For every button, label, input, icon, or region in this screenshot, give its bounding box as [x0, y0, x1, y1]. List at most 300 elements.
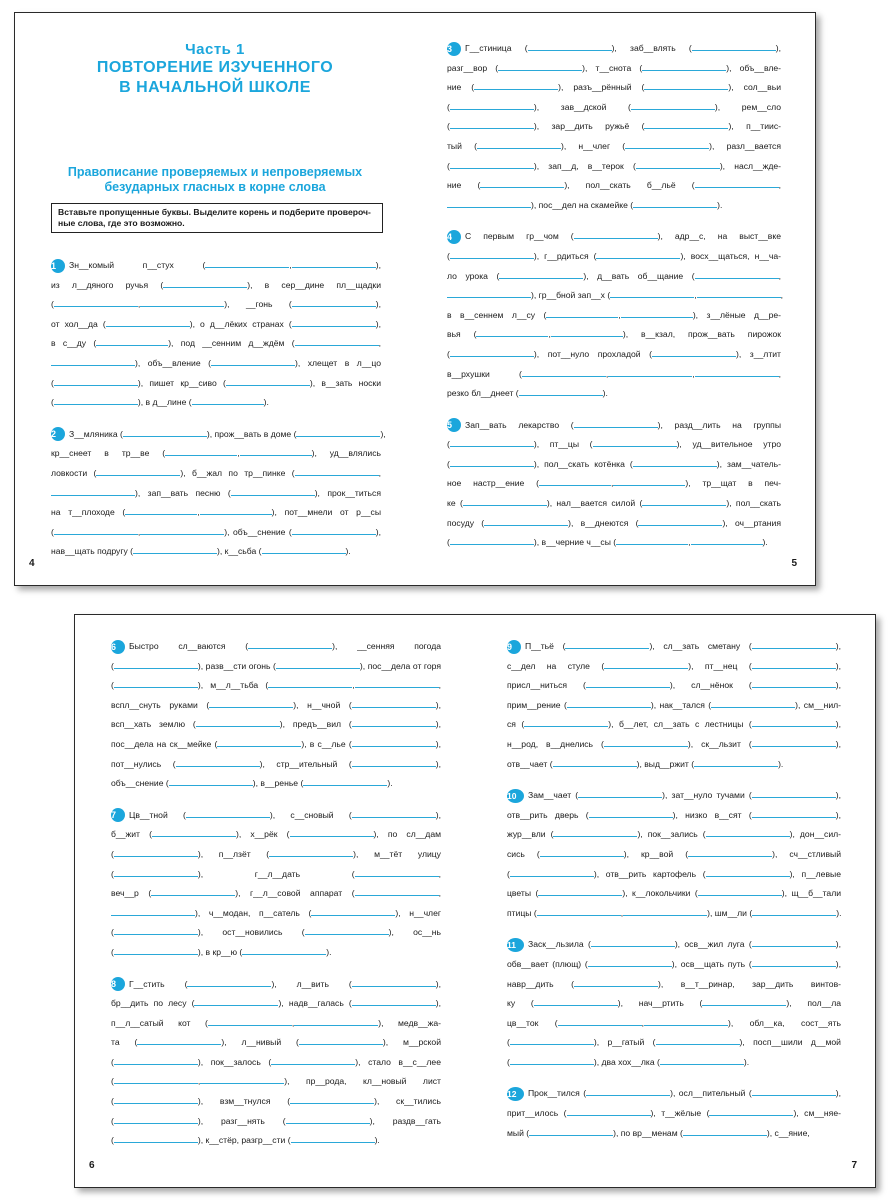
answer-blank[interactable]	[123, 428, 207, 437]
answer-blank[interactable]	[620, 907, 707, 918]
answer-blank[interactable]	[192, 396, 264, 405]
answer-blank[interactable]	[752, 809, 836, 818]
answer-blank[interactable]	[137, 298, 224, 310]
answer-blank[interactable]	[644, 81, 728, 90]
exercise-text: ), разд__лить на группы	[657, 419, 781, 430]
exercise-text: ), н__члег	[395, 907, 441, 918]
exercise-text: ,	[197, 507, 200, 518]
answer-blank[interactable]	[51, 487, 135, 496]
exercise-line	[507, 994, 841, 1014]
answer-blank[interactable]	[524, 718, 608, 727]
exercise-line	[507, 1124, 841, 1144]
answer-blank[interactable]	[137, 1036, 221, 1045]
answer-blank[interactable]	[652, 348, 736, 357]
exercise-text: ), выд__ржит (	[636, 758, 695, 769]
answer-blank[interactable]	[450, 438, 534, 447]
exercise-text: ,	[378, 338, 381, 349]
exercise-text: ), д__вать об__щание (	[583, 270, 695, 281]
answer-blank[interactable]	[114, 660, 198, 669]
answer-blank[interactable]	[484, 517, 568, 526]
exercise-text: в с__ду (	[51, 338, 97, 349]
exercise-text: ), осл__пительный (	[670, 1088, 752, 1099]
answer-blank[interactable]	[240, 447, 312, 456]
answer-blank[interactable]	[642, 62, 726, 71]
answer-blank[interactable]	[295, 467, 379, 476]
exercise-text: ), пт__цы (	[533, 439, 593, 450]
answer-blank[interactable]	[476, 328, 551, 340]
exercise-text: ), б__лет, сл__зать с лестницы (	[608, 719, 752, 730]
answer-blank[interactable]	[248, 640, 332, 649]
exercise-line	[447, 157, 781, 177]
exercise-text: ), зап__вать песню (	[135, 487, 231, 498]
exercise-text: мый (	[507, 1127, 530, 1138]
answer-blank[interactable]	[510, 1036, 594, 1045]
answer-blank[interactable]	[355, 868, 439, 877]
answer-blank[interactable]	[553, 828, 637, 837]
answer-blank[interactable]	[752, 1087, 836, 1096]
answer-blank[interactable]	[711, 699, 795, 708]
answer-blank[interactable]	[510, 1056, 594, 1065]
answer-blank[interactable]	[54, 396, 138, 405]
answer-blank[interactable]	[226, 377, 310, 386]
exercise-text: ), г__рдиться (	[533, 250, 597, 261]
answer-blank[interactable]	[660, 1056, 744, 1065]
exercise-line	[447, 435, 781, 455]
exercise-text: ), пр__рода, кл__новый лист	[284, 1076, 441, 1087]
exercise-text: ), с__сновый (	[269, 809, 352, 820]
exercise-line	[507, 806, 841, 826]
answer-blank[interactable]	[269, 848, 353, 857]
exercise-text: ), пот__мнели от р__сы	[271, 507, 381, 518]
exercise-line	[447, 137, 781, 157]
answer-blank[interactable]	[604, 738, 688, 747]
exercise-text: ), зам__чатель-	[716, 458, 781, 469]
exercise-line	[507, 884, 841, 904]
exercise-text: ),	[835, 939, 841, 950]
answer-blank[interactable]	[231, 487, 315, 496]
exercise-text: ), надв__галась (	[278, 998, 352, 1009]
exercise-text: ), пок__залось (	[197, 1056, 272, 1067]
answer-blank[interactable]	[169, 777, 253, 786]
answer-blank[interactable]	[697, 289, 784, 301]
exercise-text: (	[111, 1096, 114, 1107]
answer-blank[interactable]	[605, 368, 695, 379]
answer-blank[interactable]	[114, 1134, 198, 1143]
answer-blank[interactable]	[534, 997, 618, 1006]
exercise-line	[507, 1053, 841, 1073]
answer-blank[interactable]	[616, 536, 691, 548]
answer-blank[interactable]	[480, 179, 564, 188]
exercise-text: ), в с__лье (	[301, 738, 352, 749]
exercise-text: (	[111, 927, 114, 938]
instruction-box	[51, 203, 383, 233]
exercise-text: ), щ__б__тали	[781, 888, 842, 899]
exercise-text: ), гр__бной зап__х (	[531, 290, 611, 301]
answer-blank[interactable]	[296, 428, 380, 437]
answer-blank[interactable]	[752, 718, 836, 727]
answer-blank[interactable]	[522, 368, 609, 379]
exercise-text: ), нач__ртить (	[617, 998, 703, 1009]
answer-blank[interactable]	[450, 536, 534, 545]
answer-blank[interactable]	[290, 1095, 374, 1104]
answer-blank[interactable]	[292, 259, 376, 268]
answer-blank[interactable]	[644, 120, 728, 129]
exercise-text: ке (	[447, 498, 463, 509]
answer-blank[interactable]	[54, 377, 138, 386]
answer-blank[interactable]	[633, 458, 717, 467]
answer-blank[interactable]	[450, 120, 534, 129]
answer-blank[interactable]	[567, 699, 651, 708]
exercise-text: ).	[717, 199, 723, 210]
exercise-text: ), объ__снение (	[224, 526, 292, 537]
answer-blank[interactable]	[187, 978, 271, 987]
answer-blank[interactable]	[291, 1134, 375, 1143]
answer-blank[interactable]	[268, 679, 355, 691]
answer-blank[interactable]	[447, 199, 531, 208]
answer-blank[interactable]	[114, 1115, 198, 1124]
answer-blank[interactable]	[114, 1075, 201, 1087]
exercise-text: ), уд__влялись	[311, 448, 381, 459]
exercise-text: ), с__яние,	[766, 1127, 810, 1138]
answer-blank[interactable]	[574, 978, 658, 987]
answer-blank[interactable]	[540, 848, 624, 857]
answer-blank[interactable]	[695, 179, 781, 191]
exercise-line	[447, 59, 781, 79]
exercise-line	[111, 1053, 441, 1073]
answer-blank[interactable]	[292, 526, 376, 535]
answer-blank[interactable]	[636, 160, 720, 169]
answer-blank[interactable]	[610, 289, 697, 301]
answer-blank[interactable]	[51, 357, 135, 366]
answer-blank[interactable]	[54, 298, 141, 310]
answer-blank[interactable]	[641, 1017, 728, 1028]
answer-blank[interactable]	[208, 1017, 295, 1028]
answer-blank[interactable]	[706, 868, 790, 877]
exercise-text: ), разъ__рённый (	[558, 82, 645, 93]
exercise-text: ),	[775, 43, 781, 53]
answer-blank[interactable]	[137, 526, 224, 537]
exercise-text: разг__вор (	[447, 62, 499, 73]
exercise-text: (	[51, 397, 54, 408]
answer-blank[interactable]	[589, 809, 673, 818]
exercise-text: ,	[197, 1076, 201, 1087]
exercise-text: ,	[548, 329, 551, 340]
answer-blank[interactable]	[165, 447, 240, 459]
answer-blank[interactable]	[450, 458, 534, 467]
answer-blank[interactable]	[593, 438, 677, 447]
answer-blank[interactable]	[205, 259, 292, 270]
exercise-text: ,	[688, 537, 691, 548]
answer-blank[interactable]	[752, 660, 836, 669]
exercise-text: ), з__лтит	[735, 348, 781, 359]
exercise-text: из л__дяного ручья (	[51, 279, 164, 290]
answer-blank[interactable]	[574, 230, 658, 239]
answer-blank[interactable]	[114, 1056, 198, 1065]
exercise-text: ), посп__шили д__мой	[739, 1037, 841, 1048]
answer-blank[interactable]	[463, 497, 547, 506]
answer-blank[interactable]	[305, 926, 389, 935]
answer-blank[interactable]	[217, 738, 301, 747]
exercise-text: ), по сл__дам	[373, 829, 442, 840]
task-5	[447, 416, 781, 553]
answer-blank[interactable]	[271, 1056, 355, 1065]
exercise-text: вья (	[447, 329, 477, 340]
exercise-text: ), разг__нять (	[197, 1115, 286, 1126]
answer-blank[interactable]	[292, 318, 376, 327]
answer-blank[interactable]	[276, 660, 360, 669]
exercise-line	[111, 845, 441, 865]
exercise-line	[111, 994, 441, 1014]
answer-blank[interactable]	[611, 477, 685, 489]
answer-blank[interactable]	[114, 946, 198, 955]
answer-blank[interactable]	[695, 368, 779, 377]
task-4	[447, 227, 784, 403]
answer-blank[interactable]	[186, 809, 270, 818]
exercise-text: ), в__зать носки	[309, 377, 381, 388]
exercise-text: ),	[435, 809, 441, 820]
answer-blank[interactable]	[114, 1095, 198, 1104]
exercise-text: отв__чает (	[507, 758, 553, 769]
answer-blank[interactable]	[262, 545, 346, 554]
task-number-badge: 6	[111, 640, 125, 654]
answer-blank[interactable]	[163, 279, 247, 288]
exercise-line	[51, 503, 381, 523]
exercise-text: ), нак__тался (	[650, 699, 712, 710]
answer-blank[interactable]	[209, 699, 293, 708]
answer-blank[interactable]	[352, 718, 436, 727]
answer-blank[interactable]	[352, 978, 436, 987]
exercise-text: ).	[602, 388, 608, 399]
answer-blank[interactable]	[702, 997, 786, 1006]
answer-blank[interactable]	[519, 387, 603, 396]
answer-blank[interactable]	[450, 101, 534, 110]
exercise-text: ), разв__сти огонь (	[197, 660, 276, 671]
exercise-text: ), ос__нь	[388, 927, 441, 938]
answer-blank[interactable]	[352, 809, 436, 818]
answer-blank[interactable]	[196, 718, 280, 727]
answer-blank[interactable]	[588, 958, 672, 967]
answer-blank[interactable]	[752, 738, 836, 747]
answer-blank[interactable]	[106, 318, 190, 327]
answer-blank[interactable]	[292, 298, 376, 307]
answer-blank[interactable]	[114, 868, 198, 877]
exercise-text: (	[507, 1056, 510, 1067]
exercise-text: птицы (	[507, 907, 537, 918]
exercise-text: ), дон__сил-	[789, 829, 841, 840]
answer-blank[interactable]	[625, 140, 709, 149]
exercise-text: ), л__нивый (	[221, 1037, 299, 1048]
answer-blank[interactable]	[621, 309, 693, 318]
exercise-text: присл__ниться (	[507, 680, 586, 691]
answer-blank[interactable]	[529, 1127, 613, 1136]
answer-blank[interactable]	[477, 140, 561, 149]
exercise-text: ), нал__вается силой (	[546, 498, 643, 509]
exercise-text: ,	[438, 868, 441, 879]
answer-blank[interactable]	[537, 907, 624, 918]
answer-blank[interactable]	[355, 679, 441, 691]
answer-blank[interactable]	[698, 887, 782, 896]
answer-blank[interactable]	[642, 497, 726, 506]
exercise-text: ),	[375, 299, 381, 310]
exercise-text: (	[111, 1076, 114, 1087]
answer-blank[interactable]	[752, 958, 836, 967]
answer-blank[interactable]	[352, 738, 436, 747]
answer-blank[interactable]	[447, 289, 531, 298]
answer-blank[interactable]	[151, 887, 235, 896]
exercise-text: прим__рение (	[507, 699, 567, 710]
answer-blank[interactable]	[176, 758, 260, 767]
answer-blank[interactable]	[574, 419, 658, 428]
exercise-line	[111, 715, 441, 735]
exercise-line	[111, 1131, 441, 1151]
exercise-text: та (	[111, 1037, 138, 1048]
exercise-text: ), зап__д, в__терок (	[533, 160, 636, 171]
answer-blank[interactable]	[450, 160, 534, 169]
exercise-text: ку (	[507, 998, 534, 1009]
exercise-text: ), пол__ла	[786, 998, 842, 1009]
answer-blank[interactable]	[695, 270, 782, 281]
answer-blank[interactable]	[694, 758, 778, 767]
answer-blank[interactable]	[633, 199, 717, 208]
exercise-line	[111, 1092, 441, 1112]
answer-blank[interactable]	[631, 101, 715, 110]
answer-blank[interactable]	[692, 42, 776, 51]
answer-blank[interactable]	[586, 679, 670, 688]
answer-blank[interactable]	[295, 337, 381, 349]
answer-blank[interactable]	[683, 1127, 767, 1136]
answer-blank[interactable]	[656, 1036, 740, 1045]
answer-blank[interactable]	[111, 907, 195, 916]
answer-blank[interactable]	[538, 887, 622, 896]
answer-blank[interactable]	[558, 1017, 645, 1028]
answer-blank[interactable]	[591, 938, 675, 947]
answer-blank[interactable]	[596, 250, 680, 259]
answer-blank[interactable]	[752, 907, 836, 916]
exercise-line	[447, 227, 781, 247]
answer-blank[interactable]	[114, 679, 198, 688]
exercise-text: З__мляника (	[69, 428, 123, 439]
exercise-text: (	[111, 1135, 114, 1146]
answer-blank[interactable]	[290, 828, 374, 837]
answer-blank[interactable]	[551, 328, 623, 337]
answer-blank[interactable]	[553, 758, 637, 767]
exercise-text: тый (	[447, 140, 477, 151]
answer-blank[interactable]	[752, 679, 836, 688]
exercise-text: ), к__локольчики (	[622, 888, 698, 899]
exercise-text: в__рхушки (	[447, 368, 522, 379]
page-4-tasks	[51, 256, 386, 574]
exercise-text: ), в д__лине (	[137, 397, 192, 408]
answer-blank[interactable]	[114, 848, 198, 857]
exercise-text: ), ск__тились	[374, 1096, 441, 1107]
answer-blank[interactable]	[114, 926, 198, 935]
exercise-line	[507, 657, 841, 677]
exercise-line	[111, 755, 441, 775]
exercise-text: Г__стиница (	[465, 43, 528, 53]
answer-blank[interactable]	[352, 699, 436, 708]
exercise-text: ), сч__стливый	[772, 848, 841, 859]
answer-blank[interactable]	[474, 81, 558, 90]
answer-blank[interactable]	[194, 997, 278, 1006]
answer-blank[interactable]	[96, 337, 168, 346]
answer-blank[interactable]	[586, 1087, 670, 1096]
answer-blank[interactable]	[197, 1075, 284, 1087]
answer-blank[interactable]	[211, 357, 295, 366]
exercise-text: ),	[835, 660, 841, 671]
exercise-text: (	[111, 680, 114, 691]
exercise-text: ), насл__жде-	[719, 160, 782, 171]
task-3	[447, 39, 781, 215]
answer-blank[interactable]	[565, 640, 649, 649]
answer-blank[interactable]	[752, 938, 836, 947]
answer-blank[interactable]	[498, 62, 582, 71]
answer-blank[interactable]	[539, 477, 614, 489]
exercise-text: ), заб__влять (	[611, 43, 692, 53]
exercise-text: ),	[435, 998, 442, 1009]
answer-blank[interactable]	[200, 506, 272, 515]
answer-blank[interactable]	[752, 640, 836, 649]
exercise-text: ), обл__ка, сост__ять	[728, 1017, 841, 1028]
exercise-text: ), п__лзёт (	[197, 848, 270, 859]
exercise-text: (	[447, 439, 450, 450]
answer-blank[interactable]	[96, 467, 180, 476]
answer-blank[interactable]	[528, 42, 612, 51]
answer-blank[interactable]	[691, 536, 763, 545]
answer-blank[interactable]	[706, 828, 790, 837]
answer-blank[interactable]	[604, 660, 688, 669]
answer-blank[interactable]	[133, 545, 217, 554]
answer-blank[interactable]	[752, 789, 836, 798]
answer-blank[interactable]	[450, 348, 534, 357]
answer-blank[interactable]	[546, 309, 621, 320]
answer-blank[interactable]	[303, 777, 387, 786]
answer-blank[interactable]	[152, 828, 236, 837]
answer-blank[interactable]	[355, 887, 442, 899]
exercise-text: веч__р (	[111, 888, 152, 899]
answer-blank[interactable]	[311, 907, 395, 916]
exercise-text: (	[507, 868, 510, 879]
exercise-text: Заск__льзила (	[528, 939, 591, 950]
answer-blank[interactable]	[688, 848, 772, 857]
answer-blank[interactable]	[638, 517, 722, 526]
exercise-text: ,	[778, 180, 781, 191]
exercise-text: ,	[692, 368, 695, 379]
answer-blank[interactable]	[352, 758, 436, 767]
answer-blank[interactable]	[510, 868, 594, 877]
exercise-line	[111, 735, 441, 755]
exercise-text: всп__хать землю (	[111, 719, 196, 730]
answer-blank[interactable]	[242, 946, 326, 955]
answer-blank[interactable]	[567, 1107, 651, 1116]
answer-blank[interactable]	[125, 506, 200, 518]
answer-blank[interactable]	[291, 1017, 378, 1028]
exercise-line	[111, 637, 441, 657]
answer-blank[interactable]	[578, 789, 662, 798]
answer-blank[interactable]	[54, 526, 141, 537]
answer-blank[interactable]	[352, 997, 436, 1006]
answer-blank[interactable]	[299, 1036, 383, 1045]
part-number: Часть 1	[185, 41, 245, 58]
answer-blank[interactable]	[499, 270, 583, 279]
exercise-text: ), т__снота (	[582, 62, 643, 73]
exercise-text: резко бл__днеет (	[447, 388, 519, 399]
answer-blank[interactable]	[450, 250, 534, 259]
exercise-text: ).	[778, 758, 784, 769]
exercise-text: объ__снение (	[111, 778, 169, 789]
exercise-text: в в__сеннем л__су (	[447, 309, 547, 320]
answer-blank[interactable]	[286, 1115, 370, 1124]
answer-blank[interactable]	[709, 1107, 793, 1116]
